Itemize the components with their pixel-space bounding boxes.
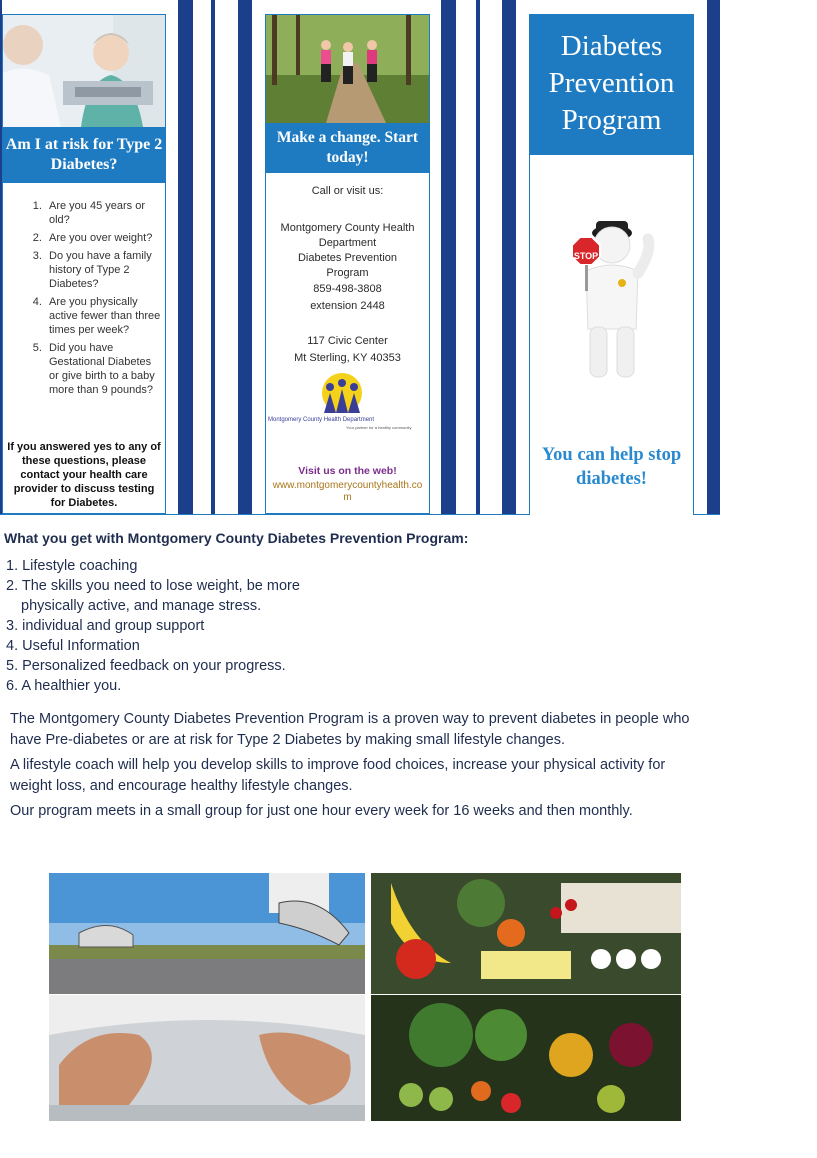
stripe <box>238 0 252 514</box>
health-department-logo <box>312 373 372 421</box>
logo-tagline: Your partner for a healthy community <box>346 425 412 430</box>
phone-extension: extension 2448 <box>310 300 385 312</box>
stripe <box>476 0 480 514</box>
benefit-item: 5. Personalized feedback on your progress. <box>6 658 286 674</box>
intro-paragraph: The Montgomery County Diabetes Prevention Program is a proven way to prevent diabetes in people who have Pre-diabetes or are at risk for Type 2 Diabetes by making small lifestyle changes. <box>10 711 690 748</box>
benefit-item: 1. Lifestyle coaching <box>6 558 138 574</box>
stripe <box>502 0 516 514</box>
stripe <box>211 0 215 514</box>
phone-number[interactable]: 859-498-3808 <box>313 283 382 295</box>
stop-figure-illustration <box>566 211 658 383</box>
stop-sign-text: STOP <box>573 251 599 261</box>
fruit-fridge-photo <box>371 873 681 994</box>
change-heading: Make a change. Start today! <box>276 129 419 166</box>
stripe <box>441 0 456 514</box>
web-link[interactable]: www.montgomerycountyhealth.com <box>272 480 423 503</box>
risk-panel <box>2 14 166 514</box>
cta-text: You can help stop diabetes! <box>541 445 682 489</box>
benefit-item: physically active, and manage stress. <box>21 598 262 614</box>
contact-panel <box>265 14 430 514</box>
risk-note: If you answered yes to any of these questions, please contact your health care provider to discuss testing for Diabetes. <box>7 441 161 509</box>
web-label: Visit us on the web! <box>298 465 397 477</box>
question-item: 4. Are you physically active fewer than three times per week? <box>45 295 163 337</box>
org-line2: Diabetes Prevention Program <box>297 252 398 279</box>
benefits-list <box>6 556 426 696</box>
address-line1: 117 Civic Center <box>307 335 388 347</box>
question-item: 1. Are you 45 years or old? <box>45 199 163 227</box>
paragraph-block <box>10 709 698 822</box>
feet-on-scale-photo <box>49 995 365 1121</box>
vegetables-photo <box>371 995 681 1121</box>
doctor-patient-photo <box>3 15 165 127</box>
question-item: 2. Are you over weight? <box>45 231 163 245</box>
question-list <box>3 199 163 397</box>
stripe <box>707 0 720 514</box>
coach-paragraph: A lifestyle coach will help you develop skills to improve food choices, increase your physical activity for weight loss, and encourage healthy lifestyle changes. <box>10 757 666 794</box>
risk-questions <box>3 199 163 401</box>
change-heading-band <box>266 123 429 173</box>
title-band <box>530 15 693 155</box>
org-line1: Montgomery County Health Department <box>280 222 415 249</box>
benefit-item: 3. individual and group support <box>6 618 205 634</box>
benefit-item: 6. A healthier you. <box>6 678 122 694</box>
question-item: 3. Do you have a family history of Type 2 Diabetes? <box>45 249 163 291</box>
question-item: 5. Did you have Gestational Diabetes or give birth to a baby more than 9 pounds? <box>45 341 163 397</box>
schedule-paragraph: Our program meets in a small group for just one hour every week for 16 weeks and then monthly. <box>10 803 633 819</box>
running-shoe-photo <box>49 873 365 994</box>
risk-heading-band <box>3 127 165 183</box>
cover-panel <box>529 14 694 515</box>
logo-name: Montgomery County Health Department <box>268 417 375 423</box>
benefit-item: 2. The skills you need to lose weight, be more <box>6 578 300 594</box>
joggers-photo <box>266 15 429 123</box>
address-line2: Mt Sterling, KY 40353 <box>294 352 401 364</box>
call-label: Call or visit us: <box>311 185 384 197</box>
risk-heading: Am I at risk for Type 2 Diabetes? <box>5 136 163 173</box>
benefit-item: 4. Useful Information <box>6 638 140 654</box>
stripe <box>178 0 193 514</box>
program-title: Diabetes Prevention Program <box>548 30 675 136</box>
benefits-heading: What you get with Montgomery County Diabetes Prevention Program: <box>4 530 469 546</box>
